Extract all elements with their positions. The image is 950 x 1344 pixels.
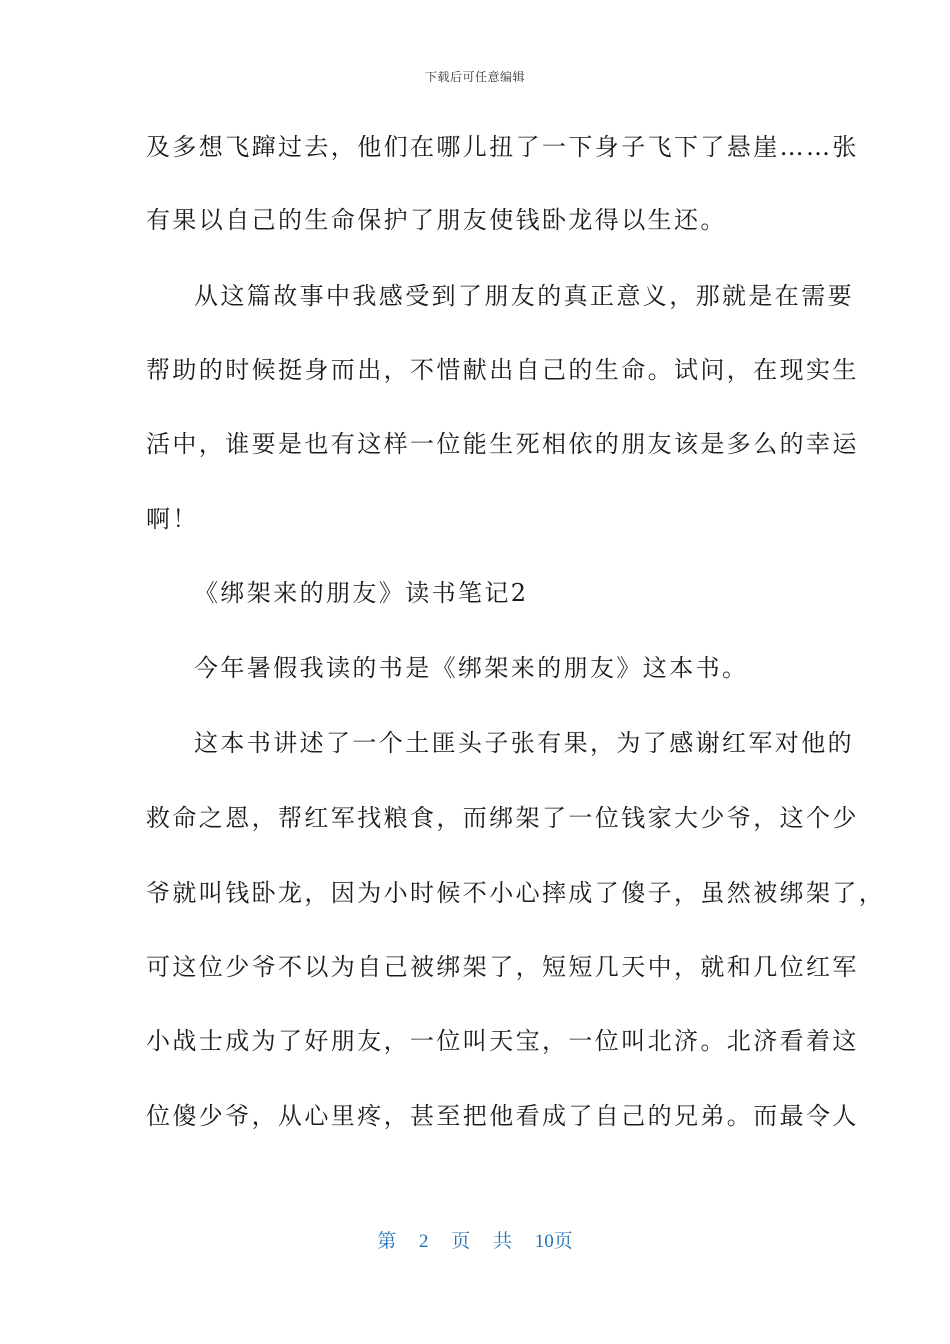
text-line: 及多想飞蹿过去，他们在哪儿扭了一下身子飞下了悬崖……张 xyxy=(146,133,859,161)
text-line: 从这篇故事中我感受到了朋友的真正意义，那就是在需要 xyxy=(194,282,854,310)
footer-total-word: 共 xyxy=(493,1231,513,1252)
footer-prefix: 第 xyxy=(377,1231,397,1252)
footer-current-page: 2 xyxy=(418,1231,429,1252)
text-line: 帮助的时候挺身而出，不惜献出自己的生命。试问，在现实生 xyxy=(146,356,859,384)
text-line: 爷就叫钱卧龙，因为小时候不小心摔成了傻子，虽然被绑架了， xyxy=(146,879,886,907)
footer-total-pages: 10页 xyxy=(534,1231,573,1252)
section-heading: 《绑架来的朋友》读书笔记2 xyxy=(194,579,529,607)
header-note: 下载后可任意编辑 xyxy=(424,70,525,84)
page-footer xyxy=(0,1226,950,1253)
text-line: 今年暑假我读的书是《绑架来的朋友》这本书。 xyxy=(194,654,749,682)
text-line: 救命之恩，帮红军找粮食，而绑架了一位钱家大少爷，这个少 xyxy=(146,804,859,832)
text-line: 活中，谁要是也有这样一位能生死相依的朋友该是多么的幸运 xyxy=(146,430,859,458)
text-line: 啊！ xyxy=(146,505,199,533)
text-line: 小战士成为了好朋友，一位叫天宝，一位叫北济。北济看着这 xyxy=(146,1027,859,1055)
text-line: 这本书讲述了一个土匪头子张有果，为了感谢红军对他的 xyxy=(194,729,854,757)
text-line: 位傻少爷，从心里疼，甚至把他看成了自己的兄弟。而最令人 xyxy=(146,1102,859,1130)
text-line: 有果以自己的生命保护了朋友使钱卧龙得以生还。 xyxy=(146,206,727,234)
text-line: 可这位少爷不以为自己被绑架了，短短几天中，就和几位红军 xyxy=(146,953,859,981)
footer-page-word: 页 xyxy=(451,1231,471,1252)
